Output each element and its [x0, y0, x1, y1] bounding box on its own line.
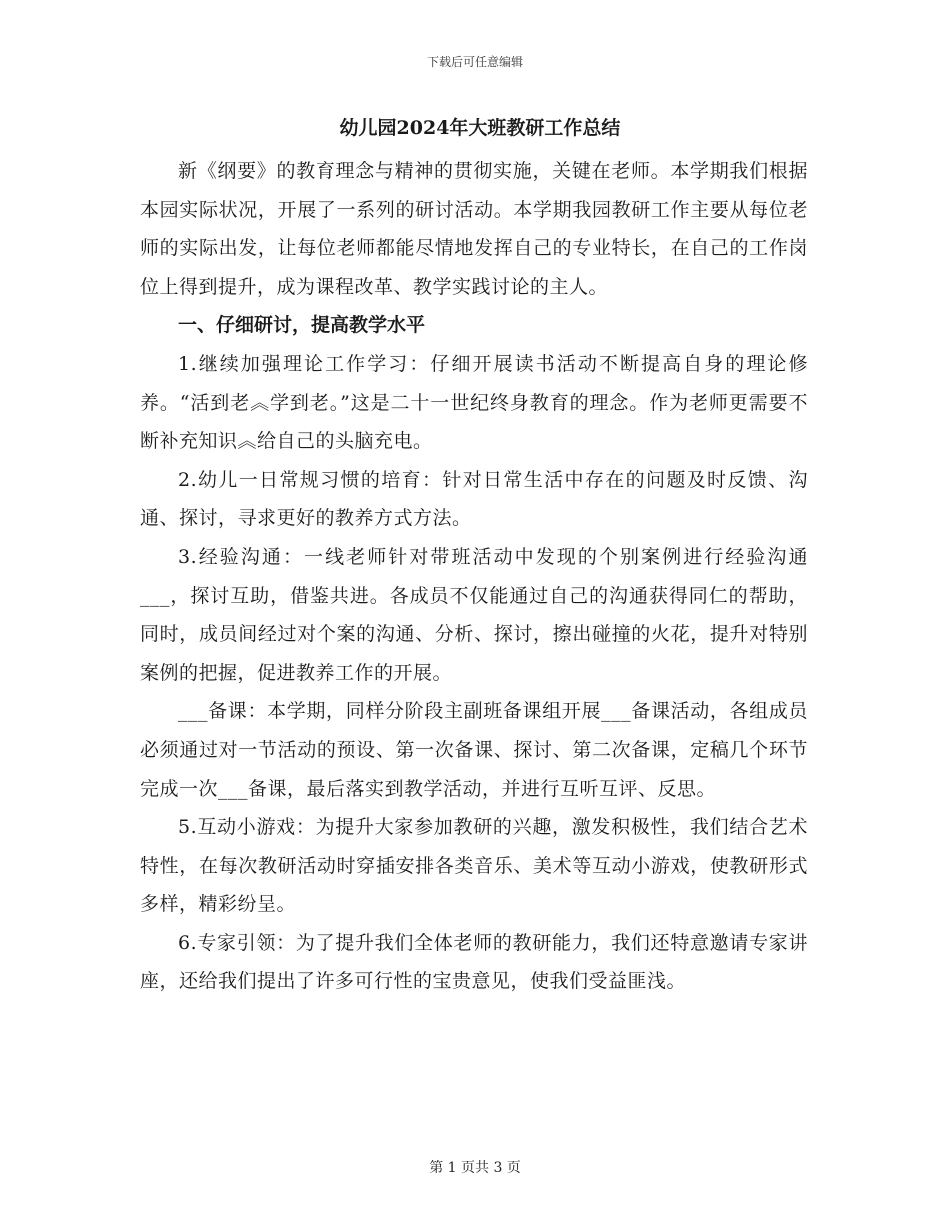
page-footer: 第 1 页共 3 页	[429, 1160, 521, 1176]
document-title: 幼儿园2024年大班教研工作总结	[339, 117, 621, 139]
item-interactive-games: 5.互动小游戏：为提升大家参加教研的兴趣，激发积极性，我们结合艺术特性，在每次教研活动时穿插安排各类音乐、美术等互动小游戏，使教研形式多样，精彩纷呈。	[140, 816, 808, 916]
section-heading: 一、仔细研讨，提高教学水平	[178, 314, 426, 337]
intro-paragraph: 新《纲要》的教育理念与精神的贯彻实施，关键在老师。本学期我们根据本园实际状况，开展了一系列的研讨活动。本学期我园教研工作主要从每位老师的实际出发，让每位老师都能尽情地发挥自己的专业特长，在自己的工作岗位上得到提升，成为课程改革、教学实践讨论的主人。	[140, 160, 808, 298]
item-theory-study: 1.继续加强理论工作学习：仔细开展读书活动不断提高自身的理论修养。“活到老︽学到老。”这是二十一世纪终身教育的理念。作为老师更需要不断补充知识︽给自己的头脑充电。	[140, 352, 808, 453]
document-body	[140, 110, 808, 1001]
page-header: 下载后可任意编辑	[426, 55, 523, 69]
item-experience-exchange: 3.经验沟通：一线老师针对带班活动中发现的个别案例进行经验沟通___，探讨互助，借鉴共进。各成员不仅能通过自己的沟通获得同仁的帮助，同时，成员间经过对个案的沟通、分析、探讨，擦出碰撞的火花，提升对特别案例的把握，促进教养工作的开展。	[140, 545, 808, 684]
item-daily-habits: 2.幼儿一日常规习惯的培育：针对日常生活中存在的问题及时反馈、沟通、探讨，寻求更好的教养方式方法。	[140, 468, 808, 530]
item-expert-guidance: 6.专家引领：为了提升我们全体老师的教研能力，我们还特意邀请专家讲座，还给我们提出了许多可行性的宝贵意见，使我们受益匪浅。	[140, 931, 808, 993]
item-lesson-prep: ___备课：本学期，同样分阶段主副班备课组开展___备课活动，各组成员必须通过对一节活动的预设、第一次备课、探讨、第二次备课，定稿几个环节完成一次___备课，最后落实到教学活动，并进行互听互评、反思。	[140, 700, 808, 800]
